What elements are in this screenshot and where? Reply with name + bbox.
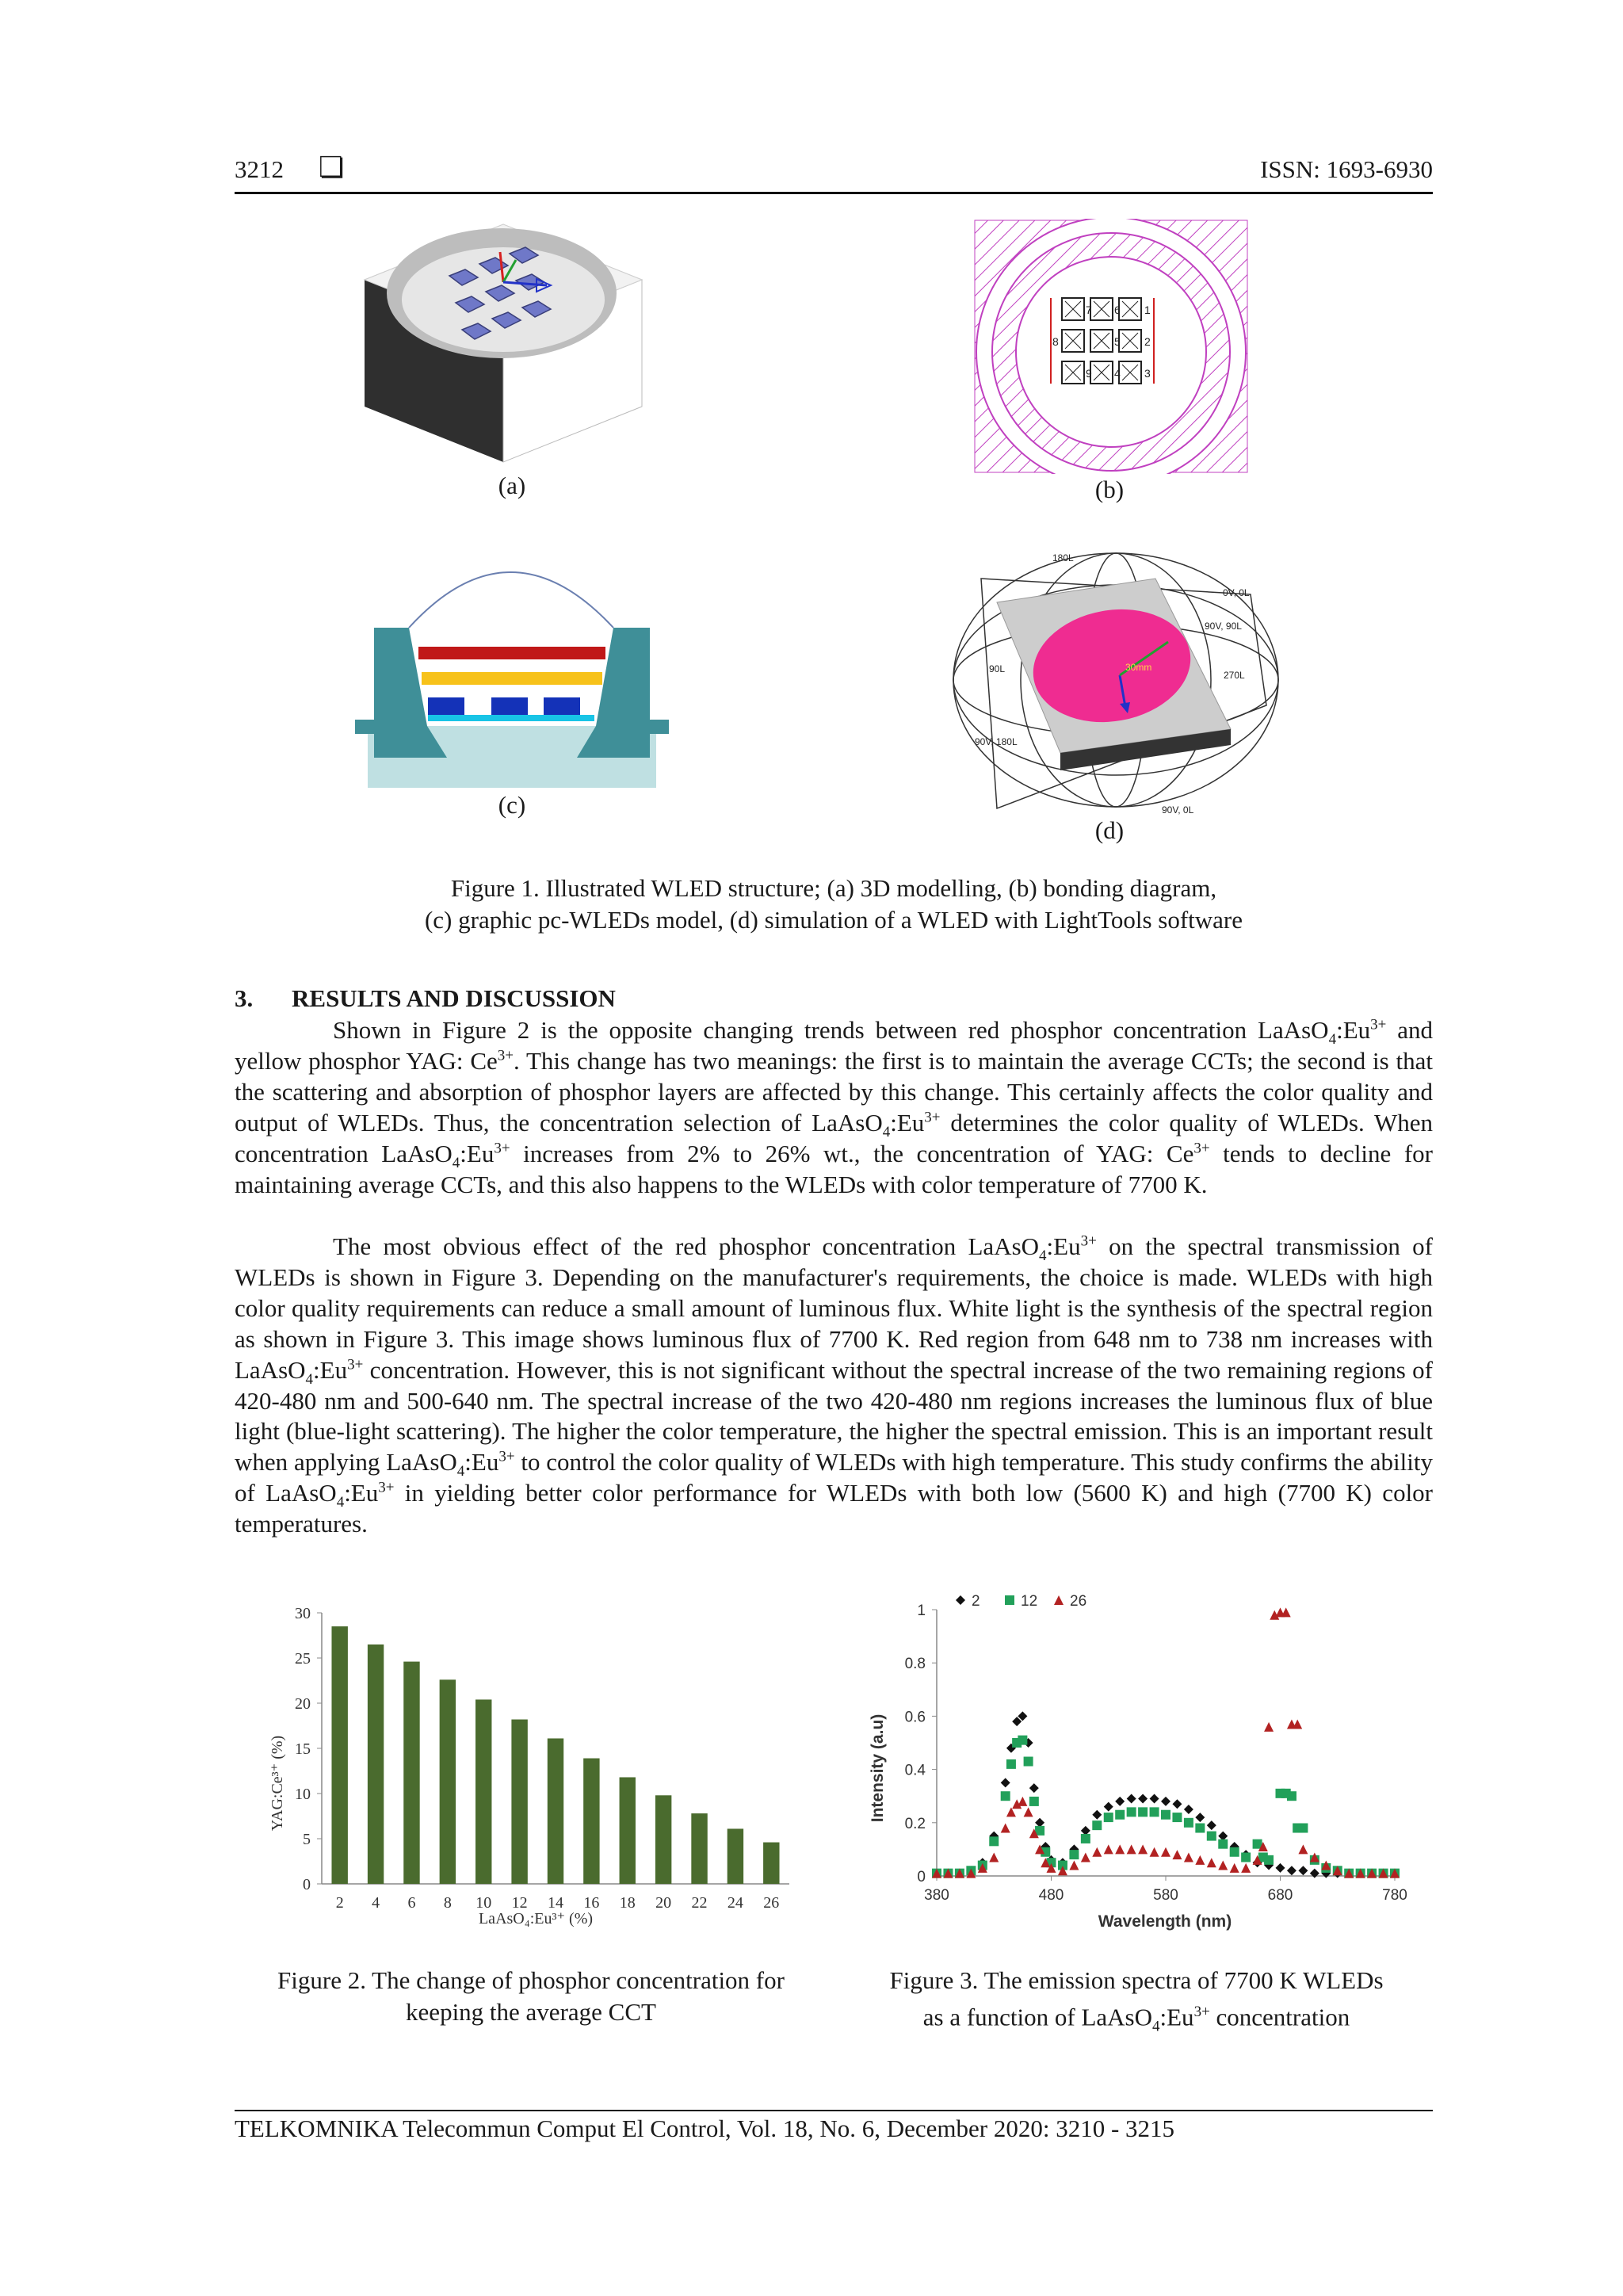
bar <box>475 1699 491 1884</box>
sim-annotation: 0V, 0L <box>1223 587 1250 598</box>
y-tick-label: 0.4 <box>904 1762 926 1779</box>
bar <box>655 1795 671 1884</box>
chip-num: 2 <box>1144 335 1151 348</box>
data-point <box>1001 1824 1010 1833</box>
data-point <box>1207 1820 1216 1830</box>
y-tick-label: 0.2 <box>904 1815 926 1832</box>
superscript: 3+ <box>1370 1016 1387 1033</box>
subscript: 4 <box>336 1494 345 1511</box>
data-point <box>1138 1794 1148 1804</box>
sim-annotation: 90V, 90L <box>1205 621 1242 632</box>
paragraph-1 <box>235 1015 1433 1200</box>
figure3-axes <box>932 1610 1395 1881</box>
data-point <box>1138 1844 1148 1854</box>
x-tick-label: 580 <box>1153 1887 1178 1904</box>
data-point <box>1104 1844 1113 1854</box>
sim-annotation: 180L <box>1052 552 1074 563</box>
x-tick-label: 24 <box>727 1894 743 1912</box>
superscript: 3+ <box>924 1109 941 1126</box>
data-point <box>1029 1783 1039 1793</box>
bar <box>331 1626 347 1884</box>
section-number: 3. <box>235 984 254 1012</box>
subscript: 4 <box>1039 1247 1047 1265</box>
y-tick-label: 10 <box>295 1786 311 1803</box>
data-point <box>1150 1847 1159 1857</box>
data-point <box>1172 1813 1182 1822</box>
data-point <box>1024 1757 1033 1767</box>
chip-num: 9 <box>1086 367 1092 380</box>
text-run: :Eu <box>313 1355 348 1384</box>
data-point <box>989 1852 999 1862</box>
data-point <box>1207 1858 1216 1867</box>
data-point <box>1218 1861 1228 1870</box>
bar <box>548 1738 563 1884</box>
bar <box>368 1645 384 1884</box>
figure1b-bonding-diagram <box>973 219 1249 474</box>
section-title: RESULTS AND DISCUSSION <box>292 984 616 1012</box>
text-run: in yielding better color performance for WLEDs with both low (5600 K) and high (7700 K) color temperatures. <box>235 1479 1434 1538</box>
figure2-caption-line2: keeping the average CCT <box>406 1998 656 2026</box>
data-point <box>1127 1807 1136 1817</box>
data-point <box>1115 1810 1125 1820</box>
data-point <box>1092 1847 1102 1857</box>
caption-text: :Eu <box>1159 2003 1194 2031</box>
chip-num: 4 <box>1114 367 1121 380</box>
x-tick-label: 10 <box>475 1894 492 1912</box>
figure1b-label: (b) <box>1094 476 1125 503</box>
text-run: :Eu <box>344 1479 379 1507</box>
data-point <box>1115 1797 1125 1806</box>
x-tick-label: 380 <box>924 1887 949 1904</box>
data-point <box>1293 1719 1302 1729</box>
data-point <box>1115 1844 1125 1854</box>
sim-annotation: 90L <box>989 663 1006 674</box>
chip-num: 1 <box>1144 304 1151 316</box>
data-point <box>1298 1866 1308 1875</box>
text-run: determines the color quality of WLEDs. When concentration LaAsO <box>235 1108 1433 1167</box>
figure2-x-axis-label: LaAsO₄:Eu³⁺ (%) <box>478 1910 594 1927</box>
data-point <box>1184 1852 1193 1862</box>
figure1d-lighttools-sim <box>949 547 1282 819</box>
chip-num: 5 <box>1114 335 1121 348</box>
paragraph-2 <box>235 1232 1433 1540</box>
figure1-caption-line2: (c) graphic pc-WLEDs model, (d) simulation of a WLED with LightTools software <box>424 906 1243 934</box>
text-run: Shown in Figure 2 is the opposite changing trends between red phosphor concentration LaAsO <box>333 1016 1329 1044</box>
data-point <box>1218 1839 1228 1849</box>
x-tick-label: 20 <box>655 1894 672 1912</box>
footer-citation: TELKOMNIKA Telecommun Comput El Control, Vol. 18, No. 6, December 2020: 3210 - 3215 <box>235 2115 1175 2142</box>
figure3-caption-line1: Figure 3. The emission spectra of 7700 K WLEDs <box>889 1966 1384 1994</box>
data-point <box>1184 1805 1193 1814</box>
superscript: 3+ <box>378 1479 395 1496</box>
data-point <box>1298 1824 1308 1833</box>
caption-sup: 3+ <box>1193 2004 1210 2020</box>
x-tick-label: 14 <box>548 1894 563 1912</box>
data-point <box>1069 1850 1079 1859</box>
data-point <box>1281 1607 1291 1617</box>
legend-label: 26 <box>1070 1593 1087 1610</box>
data-point <box>1298 1844 1308 1854</box>
y-tick-label: 0.6 <box>904 1709 926 1726</box>
text-run: increases from 2% to 26% wt., the concentration of YAG: Ce <box>510 1139 1194 1167</box>
bar <box>440 1679 456 1884</box>
data-point <box>989 1836 999 1846</box>
subscript: 4 <box>456 1463 465 1480</box>
subscript: 4 <box>1328 1031 1337 1049</box>
bar <box>583 1759 599 1884</box>
subscript: 4 <box>882 1123 891 1140</box>
superscript: 3+ <box>494 1140 510 1157</box>
data-point <box>1150 1807 1159 1817</box>
data-point <box>1264 1855 1274 1865</box>
data-point <box>1081 1852 1090 1862</box>
data-point <box>1241 1852 1251 1862</box>
subscript: 4 <box>305 1370 314 1388</box>
x-tick-label: 780 <box>1382 1887 1407 1904</box>
figure1-caption-line1: Figure 1. Illustrated WLED structure; (a) 3D modelling, (b) bonding diagram, <box>450 874 1217 902</box>
chip-num: 7 <box>1086 304 1092 316</box>
chip-num: 8 <box>1052 335 1059 348</box>
legend-marker <box>956 1595 965 1605</box>
legend-marker <box>1054 1595 1064 1605</box>
y-tick-label: 15 <box>295 1740 311 1758</box>
sim-annotation: 30mm <box>1125 662 1152 673</box>
data-point <box>1161 1847 1170 1857</box>
figure1c-pcwled-model <box>352 564 672 789</box>
superscript: 3+ <box>497 1047 514 1064</box>
data-point <box>1195 1855 1205 1865</box>
figure3-points <box>932 1607 1400 1878</box>
figure3-caption-line2 <box>840 1997 1433 2042</box>
data-point <box>1018 1736 1027 1745</box>
x-tick-label: 8 <box>443 1894 452 1912</box>
text-run: on the spectral transmission of WLEDs is shown in Figure 3. Depending on the manufacturer's requirements, the choice is made. WLEDs with high color quality requirements can reduce a small amount of luminous flux. White light is the synthesis of the spectral region as shown in Figure 3. This image shows luminous flux of 7700 K. Red region from 648 nm to 738 nm increases with LaAsO <box>235 1232 1434 1384</box>
data-point <box>1241 1863 1251 1873</box>
figure2-y-axis-label: YAG:Ce³⁺ (%) <box>269 1735 286 1832</box>
caption-sub: 4 <box>1152 2018 1160 2035</box>
data-point <box>1001 1778 1010 1787</box>
bar <box>691 1813 707 1884</box>
data-point <box>1276 1863 1285 1873</box>
text-run: :Eu <box>890 1108 925 1137</box>
x-tick-label: 6 <box>407 1894 416 1912</box>
data-point <box>1104 1813 1113 1822</box>
figure2-caption-line1: Figure 2. The change of phosphor concentration for <box>277 1966 785 1994</box>
sim-annotation: 90V, 0L <box>1162 804 1194 816</box>
data-point <box>1018 1797 1027 1806</box>
x-tick-label: 480 <box>1038 1887 1064 1904</box>
issn: ISSN: 1693-6930 <box>1260 155 1433 183</box>
y-tick-label: 5 <box>303 1831 311 1848</box>
x-tick-label: 2 <box>335 1894 344 1912</box>
data-point <box>1150 1794 1159 1804</box>
data-point <box>1081 1834 1090 1843</box>
figure3-y-axis-label: Intensity (a.u) <box>869 1713 887 1823</box>
figure1a-3d-led <box>361 220 646 466</box>
y-tick-label: 20 <box>295 1695 311 1713</box>
y-tick-label: 0.8 <box>904 1656 926 1673</box>
superscript: 3+ <box>1193 1140 1210 1157</box>
text-run: tends to decline for maintaining average CCTs, and this also happens to the WLEDs with color temperature of 7700 K. <box>235 1139 1434 1198</box>
section-heading <box>235 984 616 1013</box>
figure3-emission-spectra-chart <box>848 1589 1419 1938</box>
data-point <box>1264 1722 1274 1732</box>
y-tick-label: 0 <box>917 1869 926 1885</box>
text-run: :Eu <box>1046 1232 1081 1260</box>
text-run: . This change has two meanings: the first is to maintain the average CCTs; the second is that the scattering and absorption of phosphor layers are affected by this change. This certainly affects the color quality and output of WLEDs. Thus, the concentration selection of LaAsO <box>235 1046 1433 1137</box>
x-tick-label: 18 <box>619 1894 636 1912</box>
y-tick-label: 25 <box>295 1650 311 1668</box>
data-point <box>1161 1797 1170 1806</box>
x-tick-label: 22 <box>691 1894 708 1912</box>
text-run: and yellow phosphor YAG: Ce <box>235 1016 1433 1075</box>
legend-label: 2 <box>972 1593 980 1610</box>
data-point <box>1006 1759 1016 1769</box>
y-tick-label: 0 <box>303 1876 311 1893</box>
bar <box>511 1720 527 1884</box>
text-run: :Eu <box>464 1448 499 1477</box>
data-point <box>1287 1791 1296 1801</box>
data-point <box>1287 1866 1296 1875</box>
x-tick-label: 12 <box>511 1894 528 1912</box>
data-point <box>1195 1824 1205 1833</box>
data-point <box>1029 1797 1039 1806</box>
data-point <box>1230 1863 1239 1873</box>
figure1a-label: (a) <box>498 472 526 499</box>
figure3-legend <box>956 1593 1086 1610</box>
subscript: 4 <box>452 1154 460 1171</box>
data-point <box>1172 1850 1182 1859</box>
legend-label: 12 <box>1021 1593 1038 1610</box>
data-point <box>1069 1861 1079 1870</box>
text-run: The most obvious effect of the red phosphor concentration LaAsO <box>333 1232 1040 1260</box>
bar <box>727 1828 743 1884</box>
figure3-x-axis-label: Wavelength (nm) <box>1098 1912 1232 1931</box>
footer-rule <box>235 2110 1433 2111</box>
data-point <box>1138 1807 1148 1817</box>
superscript: 3+ <box>498 1449 515 1466</box>
figure2-bars <box>331 1626 779 1884</box>
data-point <box>1092 1820 1102 1830</box>
data-point <box>1024 1807 1033 1817</box>
data-point <box>1207 1832 1216 1841</box>
superscript: 3+ <box>347 1356 364 1373</box>
data-point <box>1230 1847 1239 1857</box>
data-point <box>1092 1810 1102 1820</box>
header-box-icon: ❏ <box>319 151 345 184</box>
bar <box>763 1843 779 1884</box>
x-tick-label: 26 <box>763 1894 780 1912</box>
chip-num: 6 <box>1114 304 1121 316</box>
figure1d-label: (d) <box>1094 816 1125 844</box>
y-tick-label: 1 <box>917 1603 926 1619</box>
text-run: :Eu <box>460 1139 495 1167</box>
text-run: concentration. However, this is not significant without the spectral increase of the two remaining regions of 420-480 nm and 500-640 nm. The spectral increase of the two 420-480 nm regions increases the luminous flux of blue light (blue-light scattering). The higher the color temperature, the higher the spectral emission. This is an important result when applying LaAsO <box>235 1355 1433 1477</box>
text-run: :Eu <box>1336 1016 1371 1044</box>
data-point <box>1104 1802 1113 1812</box>
x-tick-label: 680 <box>1267 1887 1293 1904</box>
data-point <box>1127 1794 1136 1804</box>
figure1c-label: (c) <box>498 791 526 819</box>
data-point <box>1184 1818 1193 1828</box>
superscript: 3+ <box>1080 1232 1097 1250</box>
legend-marker <box>1005 1595 1014 1605</box>
caption-text: as a function of LaAsO <box>922 2003 1152 2031</box>
figure2-bar-chart <box>235 1597 805 1930</box>
text-run: to control the color quality of WLEDs with high temperature. This study confirms the ability of LaAsO <box>235 1448 1434 1507</box>
data-point <box>1127 1844 1136 1854</box>
x-tick-label: 16 <box>583 1894 600 1912</box>
sim-annotation: 270L <box>1224 670 1245 681</box>
data-point <box>1310 1869 1319 1878</box>
chip-num: 3 <box>1144 367 1151 380</box>
bar <box>403 1662 419 1884</box>
page-number: 3212 <box>235 155 284 183</box>
data-point <box>1172 1799 1182 1809</box>
data-point <box>1161 1810 1170 1820</box>
x-tick-label: 4 <box>372 1894 380 1912</box>
header-rule <box>235 192 1433 194</box>
figure3-tick-labels <box>905 1603 1407 1904</box>
data-point <box>1001 1791 1010 1801</box>
caption-text: concentration <box>1209 2003 1350 2031</box>
data-point <box>1195 1813 1205 1822</box>
y-tick-label: 30 <box>295 1605 311 1622</box>
sim-annotation: 90V, 180L <box>975 736 1018 747</box>
bar <box>620 1777 636 1884</box>
